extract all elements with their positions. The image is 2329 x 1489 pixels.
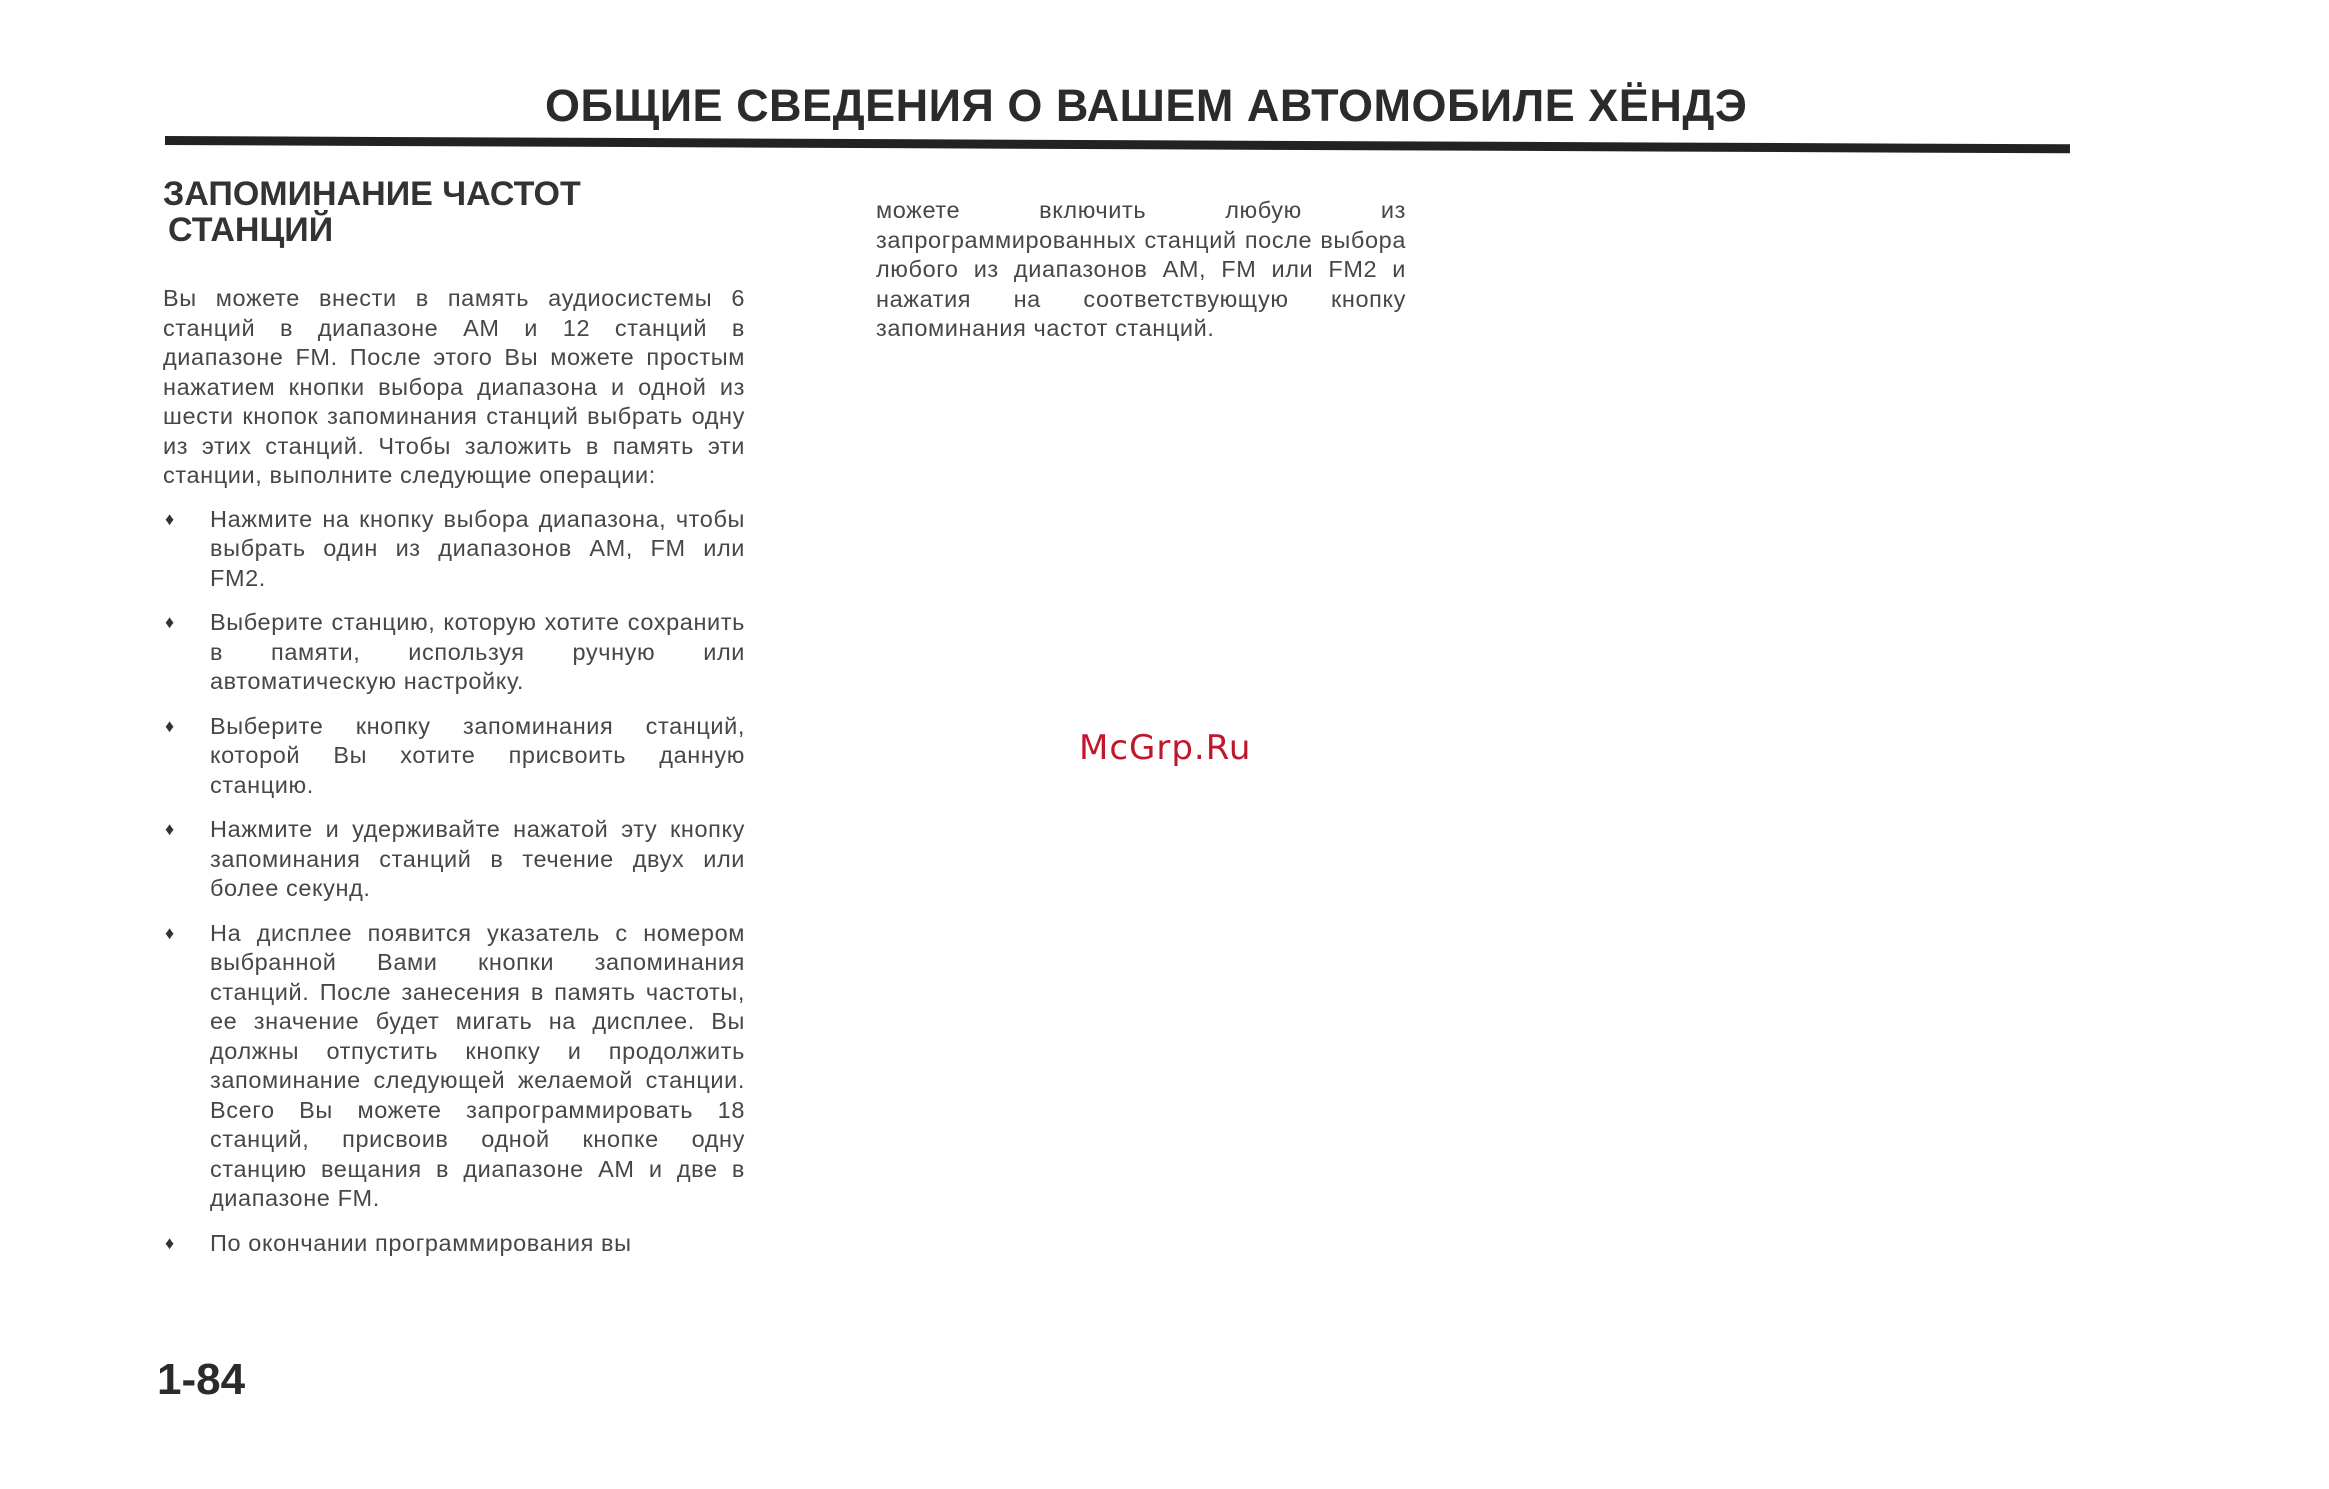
left-column	[163, 284, 745, 1273]
instruction-text: Нажмите и удерживайте нажатой эту кнопку запоминания станций в течение двух или более секунд.	[210, 816, 745, 901]
bullet-diamond-icon: ♦	[165, 819, 175, 839]
header-divider	[165, 136, 2070, 153]
instruction-item	[163, 815, 745, 904]
instruction-item	[163, 712, 745, 801]
watermark-text: McGrp.Ru	[1079, 728, 1252, 768]
section-heading-line-1: ЗАПОМИНАНИЕ ЧАСТОТ	[163, 175, 581, 213]
continuation-paragraph: можете включить любую из запрограммированных станций после выбора любого из диапазонов АМ, FM или FM2 и нажатия на соответствующую кнопку запоминания частот станций.	[876, 197, 1406, 341]
bullet-diamond-icon: ♦	[165, 922, 175, 943]
bullet-diamond-icon: ♦	[165, 508, 175, 529]
section-heading	[163, 176, 763, 248]
instruction-text: Выберите кнопку запоминания станций, которой Вы хотите присвоить данную станцию.	[210, 712, 745, 798]
instruction-text: На дисплее появится указатель с номером выбранной Вами кнопки запоминания станций. После занесения в память частоты, ее значение будет мигать на дисплее. Вы должны отпустить кнопку и продолжить запоминание следующей желаемой станции. Всего Вы можете запрограммировать 18 станций, присвоив одной кнопке одну станцию вещания в диапазоне АМ и две в диапазоне FM.	[210, 919, 745, 1211]
bullet-diamond-icon: ♦	[165, 612, 175, 632]
section-heading-line-2: СТАНЦИЙ	[168, 211, 334, 249]
instruction-item	[163, 1229, 745, 1259]
instruction-text: Выберите станцию, которую хотите сохранить в памяти, используя ручную или автоматическую настройку.	[210, 609, 745, 694]
instruction-list	[163, 505, 745, 1259]
bullet-diamond-icon: ♦	[165, 715, 175, 736]
instruction-item	[163, 608, 745, 697]
bullet-diamond-icon: ♦	[165, 1232, 175, 1253]
instruction-item	[163, 505, 745, 594]
instruction-text: Нажмите на кнопку выбора диапазона, чтобы выбрать один из диапазонов АМ, FM или FM2.	[210, 505, 745, 591]
instruction-item	[163, 919, 745, 1214]
intro-paragraph: Вы можете внести в память аудиосистемы 6 станций в диапазоне АМ и 12 станций в диапазоне FM. После этого Вы можете простым нажатием кнопки выбора диапазона и одной из шести кнопок запоминания станций выбрать одну из этих станций. Чтобы заложить в память эти станции, выполните следующие операции:	[163, 285, 745, 488]
page-number: 1-84	[157, 1355, 246, 1404]
page-header-title: ОБЩИЕ СВЕДЕНИЯ О ВАШЕМ АВТОМОБИЛЕ ХЁНДЭ	[545, 80, 1748, 131]
instruction-text: По окончании программирования вы	[210, 1229, 632, 1256]
